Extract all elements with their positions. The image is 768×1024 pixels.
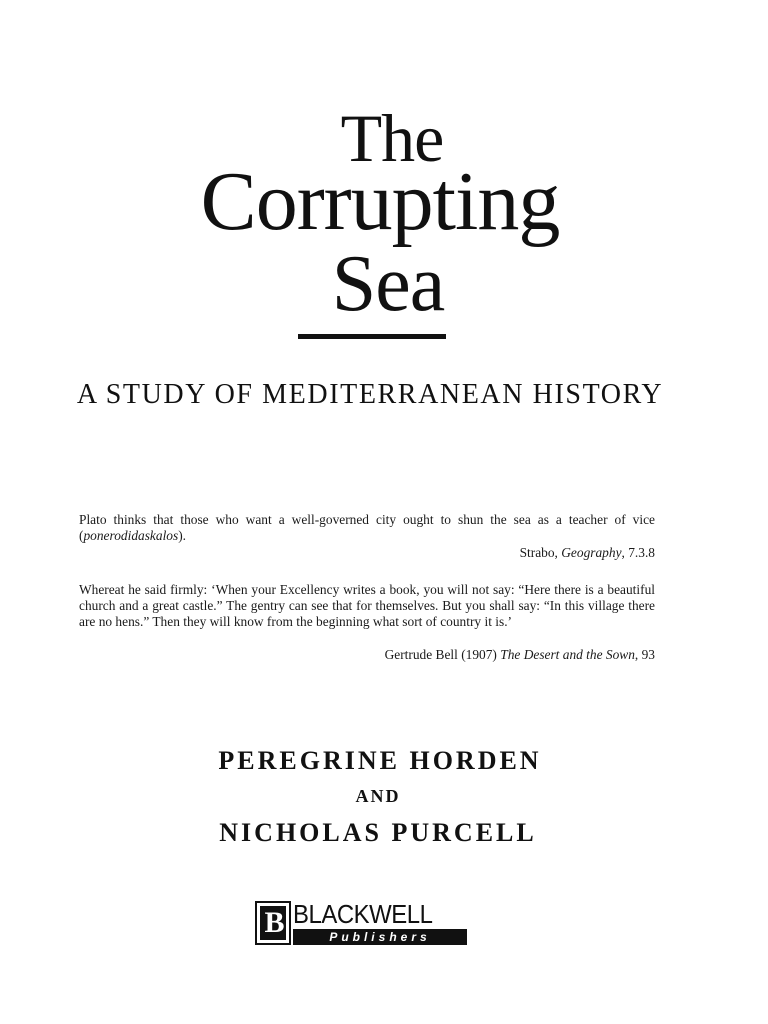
attribution-work: Geography <box>561 545 622 560</box>
book-title-line-2: Corrupting <box>200 155 560 248</box>
attribution-ref: , 93 <box>634 647 655 662</box>
book-title-line-1: The <box>340 100 444 176</box>
publisher-name: BLACKWELL <box>293 899 433 929</box>
publisher-logo <box>255 901 469 947</box>
epigraph-bell: Whereat he said firmly: ‘When your Excellency writes a book, you will not say: “Here there is a beautiful church and a great castle.” The gentry can see that for themselves. But you shall say: “In this village there are no hens.” Then they will know from the beginning what sort of country it is.’ <box>79 582 655 629</box>
epigraph-strabo-text-end: ). <box>178 528 187 543</box>
epigraph-bell-attribution <box>385 647 655 663</box>
title-underline-rule <box>298 334 446 339</box>
publisher-tagline-band <box>293 929 467 945</box>
epigraph-strabo-text: Plato thinks that those who want a well-governed city ought to shun the sea as a teacher of vice ( <box>79 512 655 543</box>
publisher-mark-letter: B <box>260 906 286 940</box>
publisher-tagline: Publishers <box>329 930 431 944</box>
epigraph-strabo-greek-term: ponerodidaskalos <box>83 528 179 543</box>
author-conjunction: AND <box>355 786 401 806</box>
epigraph-strabo <box>79 512 655 544</box>
book-title-line-3: Sea <box>331 240 445 328</box>
attribution-author: Strabo, <box>519 545 558 560</box>
attribution-ref: , 7.3.8 <box>621 545 655 560</box>
attribution-author: Gertrude Bell (1907) <box>384 647 497 662</box>
author-name-second: NICHOLAS PURCELL <box>219 818 537 847</box>
epigraph-strabo-attribution <box>520 545 655 561</box>
author-name-first: PEREGRINE HORDEN <box>218 746 542 775</box>
attribution-work: The Desert and the Sown <box>500 647 635 662</box>
publisher-mark-icon <box>255 901 291 945</box>
book-subtitle: A STUDY OF MEDITERRANEAN HISTORY <box>76 379 664 410</box>
